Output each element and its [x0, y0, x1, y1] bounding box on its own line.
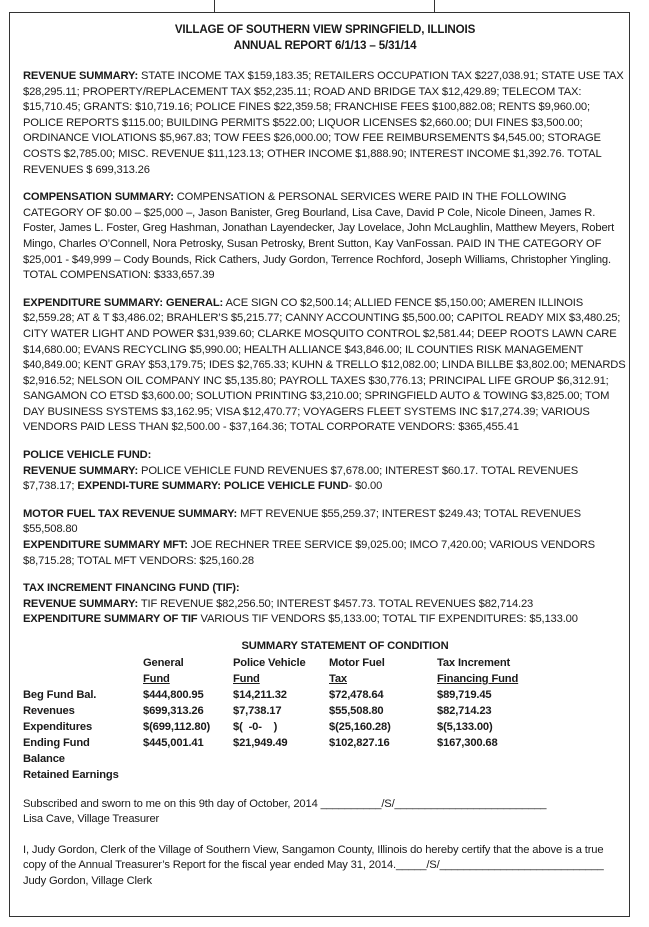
tif-expenditure-text: VARIOUS TIF VENDORS $5,133.00; TOTAL TIF EXPENDITURES: $5,133.00 [197, 613, 578, 626]
mft-revenue-text: MFT REVENUE $55,259.37; INTEREST $249.43; TOTAL REVENUES $55,508.80 [23, 507, 581, 536]
mft-expenditure-label: EXPENDITURE SUMMARY MFT: [23, 539, 188, 552]
table-header: Police Vehicle [233, 656, 306, 669]
row-label: Retained Earnings [23, 768, 119, 781]
police-title: POLICE VEHICLE FUND: [23, 449, 152, 462]
table-cell: $(5,133.00) [437, 720, 493, 733]
table-header-row [23, 671, 518, 687]
treasurer-name: Lisa Cave, Village Treasurer [23, 813, 160, 826]
table-header: General [143, 656, 184, 669]
tif-revenue-text: TIF REVENUE $82,256.50; INTEREST $457.73. TOTAL REVENUES $82,714.23 [138, 597, 534, 610]
title-line-1: VILLAGE OF SOUTHERN VIEW SPRINGFIELD, ILLINOIS [174, 23, 476, 36]
table-header: Financing Fund [437, 672, 519, 685]
police-expenditure-label: EXPENDI-TURE SUMMARY: POLICE VEHICLE FUND [77, 480, 349, 493]
table-row [23, 751, 518, 767]
compensation-summary [23, 190, 627, 284]
summary-table [23, 655, 518, 783]
treasurer-signature-block [23, 797, 627, 828]
table-header-row [23, 655, 518, 671]
table-cell: $167,300.68 [437, 736, 498, 749]
table-cell: $55,508.80 [329, 704, 384, 717]
police-expenditure-text: - $0.00 [348, 480, 383, 493]
tif-revenue-label: REVENUE SUMMARY: [23, 597, 139, 610]
table-cell: $72,478.64 [329, 688, 384, 701]
clerk-certification: I, Judy Gordon, Clerk of the Village of Southern View, Sangamon County, Illinois do hereby certify that the above is a true copy of the Annual Treasurer’s Report for the fiscal year ended May 31, 2014._____/S/___________________________ [23, 843, 604, 872]
clerk-signature-block [23, 843, 627, 890]
expenditure-summary [23, 296, 627, 436]
table-cell: $89,719.45 [437, 688, 492, 701]
table-row [23, 767, 518, 783]
table-cell: $(699,112.80) [143, 720, 211, 733]
table-cell: $699,313.26 [143, 704, 204, 717]
row-label: Balance [23, 752, 65, 765]
table-cell: $102,827.16 [329, 736, 390, 749]
compensation-text: COMPENSATION & PERSONAL SERVICES WERE PAID IN THE FOLLOWING CATEGORY OF $0.00 – $25,000 –, Jason Banister, Greg Bourland, Lisa Cave, David P Cole, Nicole Dineen, James R. Foster, James L. Foster, Greg Hashman, Jonathan Layendecker, Jay Lovelace, John McLaughlin, Matthew Meyers, Robert Mingo, Charles O’Connell, Nora Petrosky, Susan Petrosky, Brent Sutton, Kay VanFossan. PAID IN THE CATEGORY OF $25,001 - $49,999 – Cody Bounds, Rick Cathers, Judy Gordon, Terrence Rochford, Joseph Williams, Christopher Yingling. TOTAL COMPENSATION: $333,657.39 [23, 191, 615, 282]
crop-mark-left [214, 0, 215, 12]
tif-fund [23, 581, 627, 628]
table-header: Tax Increment [437, 656, 511, 669]
table-header: Fund [143, 672, 170, 685]
revenue-label: REVENUE SUMMARY: [23, 70, 139, 82]
crop-mark-right [434, 0, 435, 12]
row-label: Revenues [23, 704, 75, 717]
mft-expenditure-text: JOE RECHNER TREE SERVICE $9,025.00; IMCO 7,420.00; VARIOUS VENDORS $8,715.28; TOTAL MFT VENDORS: $25,160.28 [23, 539, 595, 567]
revenue-text: STATE INCOME TAX $159,183.35; RETAILERS OCCUPATION TAX $227,038.91; STATE USE TAX $28,295.11; PROPERTY/REPLACEMENT TAX $52,235.11; ROAD AND BRIDGE TAX $12,429.89; TELECOM TAX: $15,710.45; GRANTS: $10,719.16; POLICE FINES $22,359.58; FRANCHISE FEES $100,882.08; RENTS $9,960.00; POLICE REPORTS $115.00; BUILDING PERMITS $522.00; LIQUOR LICENSES $2,660.00; DUI FINES $3,500.00; ORDINANCE VIOLATIONS $5,967.83; TOW FEES $26,000.00; TOW FEE REIMBURSEMENTS $4,545.00; STORAGE COSTS $2,785.00; MISC. REVENUE $11,123.13; OTHER INCOME $1,888.90; INTEREST INCOME $1,392.76. TOTAL REVENUES $ 699,313.26 [23, 70, 624, 176]
mft-revenue-label: MOTOR FUEL TAX REVENUE SUMMARY: [23, 507, 238, 520]
sworn-statement: Subscribed and sworn to me on this 9th day of October, 2014 __________/S/_________________________ [23, 797, 547, 810]
table-cell: $(25,160.28) [329, 720, 391, 733]
row-label: Beg Fund Bal. [23, 688, 97, 701]
tif-title: TAX INCREMENT FINANCING FUND (TIF): [23, 582, 240, 595]
table-header: Fund [233, 672, 260, 685]
tif-expenditure-label: EXPENDITURE SUMMARY OF TIF [23, 613, 198, 626]
table-cell: $444,800.95 [143, 688, 204, 701]
table-cell: $14,211.32 [233, 688, 287, 701]
table-cell: $( -0- ) [233, 720, 278, 733]
police-vehicle-fund [23, 448, 627, 495]
table-row [23, 687, 518, 703]
table-row [23, 703, 518, 719]
table-cell: $21,949.49 [233, 736, 288, 749]
table-cell: $445,001.41 [143, 736, 204, 749]
table-cell: $7,738.17 [233, 704, 282, 717]
compensation-label: COMPENSATION SUMMARY: [23, 191, 174, 204]
table-header: Motor Fuel [329, 656, 385, 669]
report-title [23, 22, 627, 54]
table-cell: $82,714.23 [437, 704, 492, 717]
table-row [23, 719, 518, 735]
row-label: Ending Fund [23, 736, 90, 749]
police-revenue-label: REVENUE SUMMARY: [23, 464, 139, 477]
police-revenue-text: POLICE VEHICLE FUND REVENUES $7,678.00; INTEREST $60.17. TOTAL REVENUES $7,738.17; [23, 464, 579, 493]
table-header: Tax [329, 672, 347, 685]
report-content [23, 22, 627, 890]
summary-title: SUMMARY STATEMENT OF CONDITION [241, 640, 449, 652]
motor-fuel-tax [23, 507, 627, 569]
row-label: Expenditures [23, 720, 93, 733]
table-row [23, 735, 518, 751]
clerk-name: Judy Gordon, Village Clerk [23, 874, 152, 887]
expenditure-text: ACE SIGN CO $2,500.14; ALLIED FENCE $5,150.00; AMEREN ILLINOIS $2,559.28; AT & T $3,486.02; BRAHLER’S $5,215.77; CANNY ACCOUNTING $5,500.00; CAPITOL READY MIX $3,480.25; CITY WATER LIGHT AND POWER $31,939.60; CLARKE MOSQUITO CONTROL $2,581.44; DEEP ROOTS LAWN CARE $14,680.00; EVANS RECYCLING $5,990.00; HEALTH ALLIANCE $43,846.00; IL COUNTIES RISK MANAGEMENT $40,849.00; KENT GRAY $53,179.75; IDES $2,765.33; KUHN & TRELLO $12,082.00; LINDA BILLBE $3,802.00; MENARDS $2,916.52; NELSON OIL COMPANY INC $5,135.80; PAYROLL TAXES $30,776.13; PRINCIPAL LIFE GROUP $6,312.91; SANGAMON CO ETSD $3,600.00; SOLUTION PRINTING $3,210.00; SPRINGFIELD AUTO & TOWING $3,825.00; TOM DAY BUSINESS SYSTEMS $3,162.95; VISA $12,470.77; VOYAGERS FLEET SYSTEMS INC $17,274.39; VARIOUS VENDORS PAID LESS THAN $2,500.00 - $37,164.36; TOTAL CORPORATE VENDORS: $365,455.41 [23, 296, 626, 434]
title-line-2: ANNUAL REPORT 6/1/13 – 5/31/14 [233, 39, 417, 52]
revenue-summary [23, 69, 627, 178]
expenditure-label: EXPENDITURE SUMMARY: GENERAL: [23, 296, 224, 309]
